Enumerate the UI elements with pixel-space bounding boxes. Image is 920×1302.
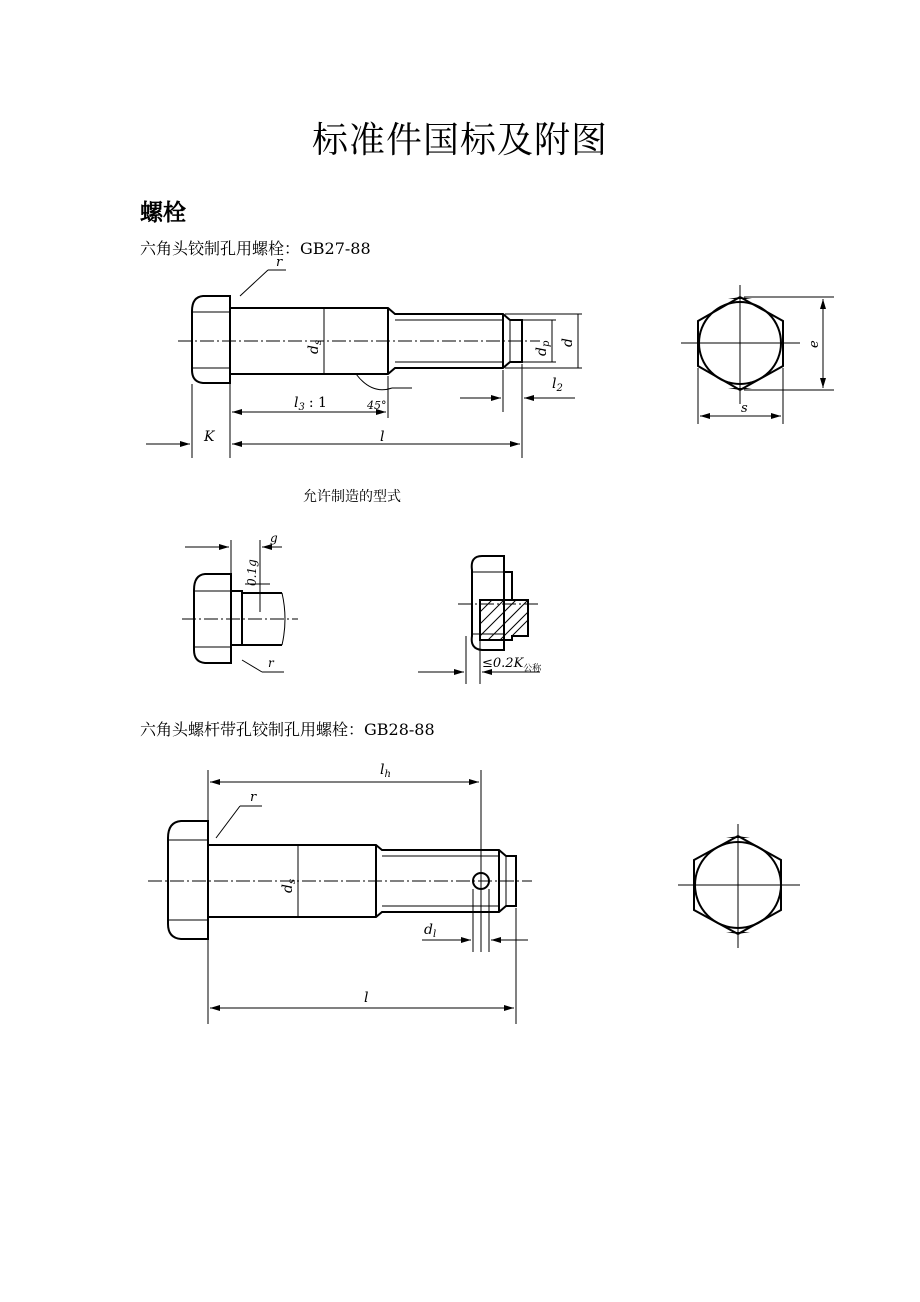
- label-g: g: [270, 531, 278, 545]
- label-l2-sub: 2: [556, 383, 563, 394]
- label-lh-sub: h: [384, 769, 391, 780]
- label-ds: d: [306, 345, 322, 354]
- label-ds3: d: [280, 884, 296, 893]
- label-dl: d: [424, 922, 433, 938]
- label-s: s: [741, 401, 748, 416]
- label-l3-sub: 3: [298, 402, 305, 413]
- label-l2: l: [552, 376, 557, 392]
- label-e: e: [807, 340, 822, 348]
- label-0-1g: 0.1g: [245, 559, 259, 586]
- label-d: d: [560, 338, 576, 347]
- figure-caption-gb27: 六角头铰制孔用螺栓：GB27-88: [140, 239, 371, 258]
- label-l3: l: [294, 395, 299, 411]
- label-r: r: [276, 255, 283, 270]
- label-dp: d: [534, 347, 550, 356]
- label-r3: r: [250, 790, 257, 805]
- label-0-2K: ≤0.2K: [482, 656, 524, 671]
- figure-caption-allowed-types: 允许制造的型式: [303, 489, 401, 505]
- label-l3b: l: [364, 990, 369, 1006]
- label-K: K: [204, 429, 215, 445]
- label-ratio: : 1: [308, 395, 327, 411]
- label-r2: r: [268, 656, 274, 670]
- label-dp-sub: p: [541, 340, 552, 348]
- label-lh: l: [380, 762, 385, 778]
- label-nominal: 公称: [523, 664, 542, 674]
- label-ds3-sub: s: [287, 878, 298, 885]
- section-heading: 螺栓: [140, 200, 186, 226]
- label-l: l: [380, 429, 385, 445]
- label-45deg: 45°: [367, 399, 387, 412]
- label-dl-sub: l: [432, 929, 437, 940]
- page-title: 标准件国标及附图: [311, 120, 608, 161]
- label-ds-sub: s: [313, 339, 324, 346]
- figure-caption-gb28: 六角头螺杆带孔铰制孔用螺栓：GB28-88: [140, 720, 435, 739]
